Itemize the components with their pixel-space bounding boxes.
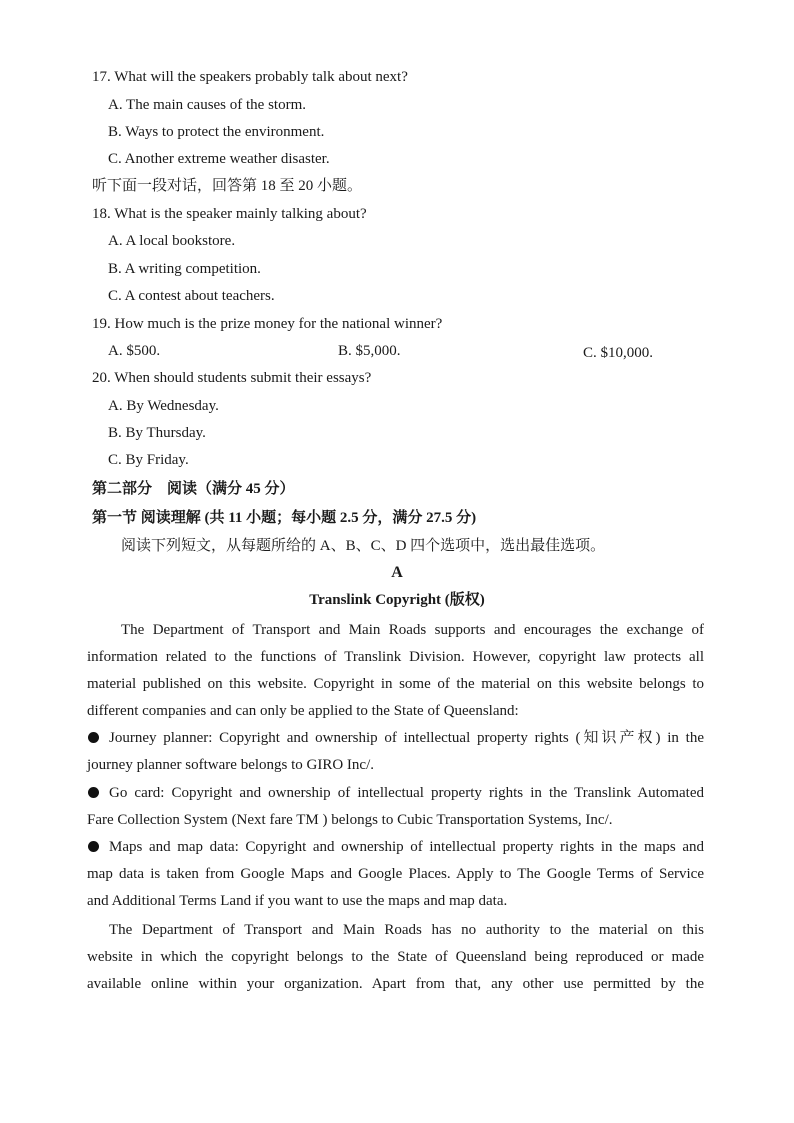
- question-18-stem: 18. What is the speaker mainly talking about?: [92, 206, 367, 222]
- question-17-option-b: B. Ways to protect the environment.: [108, 124, 325, 140]
- question-17-option-c: C. Another extreme weather disaster.: [108, 151, 330, 167]
- bullet-text: Journey planner: Copyright and ownership of intellectual property rights (知识产权) in the: [109, 730, 704, 746]
- bullet-continuation: Fare Collection System (Next fare TM ) belongs to Cubic Transportation Systems, Inc/.: [87, 812, 613, 828]
- question-17-stem: 17. What will the speakers probably talk about next?: [92, 69, 408, 85]
- reading-instruction: 阅读下列短文，从每题所给的 A、B、C、D 四个选项中，选出最佳选项。: [121, 538, 606, 554]
- paragraph-1-line: material published on this website. Copyright in some of the material on this website belongs to: [87, 676, 704, 692]
- question-20-option-b: B. By Thursday.: [108, 425, 206, 441]
- question-20-option-a: A. By Wednesday.: [108, 398, 219, 414]
- question-19-option-c: C. $10,000.: [583, 345, 654, 361]
- question-18-option-a: A. A local bookstore.: [108, 233, 236, 249]
- bullet-journey-planner: [88, 728, 704, 748]
- bullet-text: Go card: Copyright and ownership of intellectual property rights in the Translink Automated: [109, 785, 704, 801]
- paragraph-2-line: available online within your organization. Apart from that, any other use permitted by the: [87, 976, 704, 992]
- passage-title: Translink Copyright (版权): [309, 592, 485, 608]
- question-17-option-a: A. The main causes of the storm.: [108, 97, 307, 113]
- part2-heading: 第二部分 阅读（满分 45 分）: [92, 481, 295, 497]
- bullet-dot-icon: [88, 732, 99, 743]
- paragraph-1-line: The Department of Transport and Main Roads supports and encourages the exchange of: [121, 622, 704, 638]
- bullet-maps: [88, 837, 704, 857]
- bullet-continuation: and Additional Terms Land if you want to use the maps and map data.: [87, 893, 508, 909]
- paragraph-2-line: The Department of Transport and Main Roads has no authority to the material on this: [109, 922, 704, 938]
- question-18-option-b: B. A writing competition.: [108, 261, 261, 277]
- question-19-option-a: A. $500.: [108, 343, 161, 359]
- paragraph-2-line: website in which the copyright belongs to the State of Queensland being reproduced or made: [87, 949, 704, 965]
- bullet-continuation: map data is taken from Google Maps and Google Places. Apply to The Google Terms of Service: [87, 866, 704, 882]
- paragraph-1-line: different companies and can only be applied to the State of Queensland:: [87, 703, 519, 719]
- bullet-dot-icon: [88, 787, 99, 798]
- bullet-text: Maps and map data: Copyright and ownership of intellectual property rights in the maps and: [109, 839, 704, 855]
- bullet-go-card: [88, 783, 704, 803]
- question-20-option-c: C. By Friday.: [108, 452, 189, 468]
- question-19-stem: 19. How much is the prize money for the national winner?: [92, 316, 443, 332]
- bullet-dot-icon: [88, 841, 99, 852]
- paragraph-1-line: information related to the functions of Translink Division. However, copyright law protects all: [87, 649, 704, 665]
- listening-instruction: 听下面一段对话，回答第 18 至 20 小题。: [92, 178, 363, 194]
- question-19-option-b: B. $5,000.: [338, 343, 401, 359]
- question-18-option-c: C. A contest about teachers.: [108, 288, 275, 304]
- question-20-stem: 20. When should students submit their essays?: [92, 370, 372, 386]
- bullet-continuation: journey planner software belongs to GIRO Inc/.: [87, 757, 375, 773]
- passage-letter: A: [391, 564, 403, 581]
- section1-heading: 第一节 阅读理解 (共 11 小题；每小题 2.5 分，满分 27.5 分): [92, 510, 477, 526]
